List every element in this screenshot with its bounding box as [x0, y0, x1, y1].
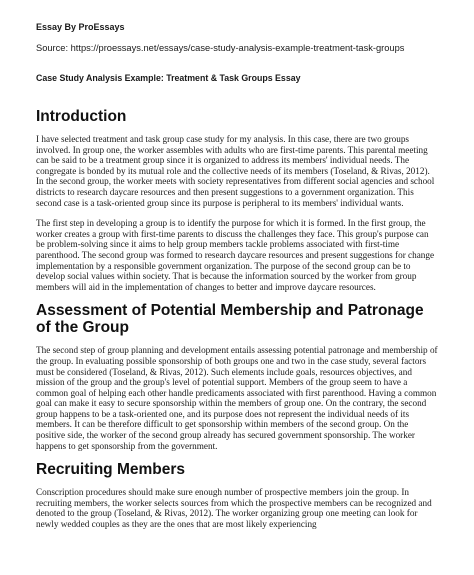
site-name: Essay By ProEssays: [36, 22, 125, 32]
section-heading: Assessment of Potential Membership and Patronage of the Group: [36, 302, 424, 337]
section-heading: Recruiting Members: [36, 461, 186, 479]
paragraph: The second step of group planning and development entails assessing potential patronage and membership of the group. In evaluating possible sponsorship of both groups one and two in the case study, several factors must be considered (Toseland, & Rivas, 2012). Such elements include goals, resources objectives, and mission of the group and the group's level of potential support. Members of the group seem to have a common goal of helping each other handle predicaments associated with first parenthood. Having a common goal can make it easy to secure sponsorship within the members of group one. On the contrary, the second group happens to be a task-oriented one, and its purpose does not represent the individual needs of its members. It can be therefore difficult to get sponsorship within members of the second group. On the positive side, the worker of the second group already has secured government sponsorship. The worker happens to get sponsorship from the government.: [36, 345, 438, 451]
paragraph: I have selected treatment and task group case study for my analysis. In this case, there are two groups involved. In group one, the worker assembles with adults who are first-time parents. This parental meeting can be said to be a treatment group since it is organized to address its members' individual needs. The congregate is bonded by its mutual role and the collective needs of its members (Toseland, & Rivas, 2012). In the second group, the worker meets with society representatives from different social agencies and school districts to research daycare resources and then present suggestions to a government organization. This second case is a task-oriented group since its purpose is peripheral to its members' individual wants.: [36, 134, 435, 208]
paragraph: The first step in developing a group is to identify the purpose for which it is formed. In the first group, the worker creates a group with first-time parents to discuss the challenges they face. This group's purpose can be problem-solving since it aims to help group members tackle problems associated with first-time parenthood. The second group was formed to research daycare resources and present suggestions for change implementation by a responsible government organization. The purpose of the second group can be to develop social values within society. That is because the information sourced by the worker from group members will aid in the implementation of changes to better and improve daycare resources.: [36, 218, 435, 292]
source-line: Source: https://proessays.net/essays/case-study-analysis-example-treatment-task-groups: [36, 43, 405, 53]
section-recruiting: [36, 461, 438, 529]
section-introduction: [36, 108, 438, 292]
paragraph: Conscription procedures should make sure enough number of prospective members join the group. In recruiting members, the worker selects sources from which the prospective members can be recognized and denoted to the group (Toseland, & Rivas, 2012). The worker organizing group one meeting can look for newly wedded couples as they are the ones that are most likely experiencing: [36, 487, 432, 530]
section-heading: Introduction: [36, 108, 127, 125]
essay-title: Case Study Analysis Example: Treatment & Task Groups Essay: [36, 73, 301, 83]
section-assessment: [36, 302, 438, 451]
